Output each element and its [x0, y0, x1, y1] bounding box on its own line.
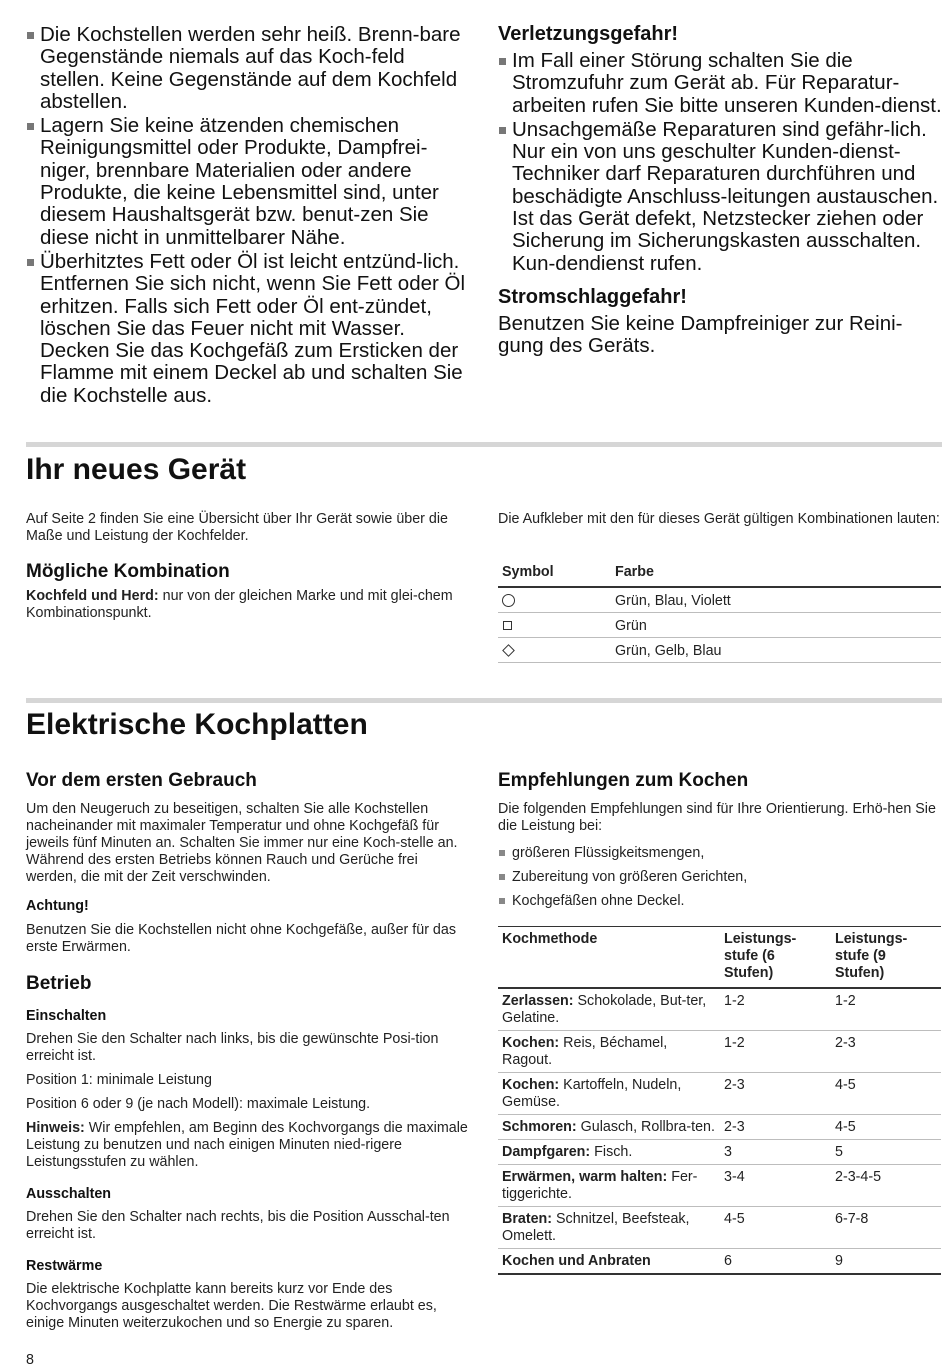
circle-symbol-icon	[502, 594, 515, 607]
combination-block	[26, 560, 472, 622]
warnings-right	[498, 22, 942, 358]
list-item: Im Fall einer Störung schalten Sie die Stromzufuhr zum Gerät ab. Für Reparatur-arbeiten rufen Sie bitte unseren Kunden-dienst.	[498, 50, 942, 117]
attention-text: Benutzen Sie die Kochstellen nicht ohne Kochgefäße, außer für das erste Erwärmen.	[26, 922, 456, 955]
bullet-square-icon	[499, 898, 505, 904]
table-row: Erwärmen, warm halten: Fer-tiggerichte. 3-4 2-3-4-5	[498, 1165, 941, 1207]
list-item: Zubereitung von größeren Gerichten,	[498, 869, 942, 886]
position-6-text: Position 6 oder 9 (je nach Modell): maximale Leistung.	[26, 1096, 371, 1112]
switch-on-text: Drehen Sie den Schalter nach links, bis die gewünschte Posi-tion erreicht ist.	[26, 1031, 439, 1064]
residual-heat-title: Restwärme	[26, 1258, 103, 1274]
list-item: Unsachgemäße Reparaturen sind gefähr-lich. Nur ein von uns geschulter Kunden-dienst-Techniker darf Reparaturen durchführen und beschädigte Anschluss-leitungen austauschen. Ist das Gerät defekt, Netzstecker ziehen oder Sicherung im Sicherungskasten ausschalten. Kun-dendienst rufen.	[498, 119, 942, 275]
recommendations-list	[498, 845, 942, 910]
intro-text: Auf Seite 2 finden Sie eine Übersicht über Ihr Gerät sowie über die Maße und Leistung der Kochfelder.	[26, 511, 448, 544]
col-header-six-levels: Leistungs-stufe (6 Stufen)	[720, 927, 831, 989]
bullet-square-icon	[499, 850, 505, 856]
list-item: Lagern Sie keine ätzenden chemischen Reinigungsmittel oder Produkte, Dampfrei-niger, brennbare Materialien oder andere Produkte, die keine Lebensmittel sind, unter diesem Haushaltsgerät bzw. benut-zen Sie diese nicht in unmittelbarer Nähe.	[26, 115, 472, 249]
table-row: Dampfgaren: Fisch. 3 5	[498, 1140, 941, 1165]
bullet-square-icon	[499, 874, 505, 880]
section-title-electric-plates: Elektrische Kochplatten	[26, 708, 368, 741]
list-item: Überhitztes Fett oder Öl ist leicht entzünd-lich. Entfernen Sie sich nicht, wenn Sie Fett oder Öl erhitzen. Falls sich Fett oder Öl ent-zündet, löschen Sie das Feuer nicht mit Wasser. Decken Sie das Kochgefäß zum Ersticken der Flamme mit einem Deckel ab und schalten Sie die Kochstelle aus.	[26, 251, 472, 407]
bullet-square-icon	[27, 32, 34, 39]
recommendations-title: Empfehlungen zum Kochen	[498, 770, 749, 791]
sticker-text: Die Aufkleber mit den für dieses Gerät gültigen Kombinationen lauten:	[498, 511, 940, 527]
shock-title: Stromschlaggefahr!	[498, 285, 687, 308]
warnings-left-list	[26, 24, 472, 409]
first-use-title: Vor dem ersten Gebrauch	[26, 770, 257, 791]
section-title-new-device: Ihr neues Gerät	[26, 453, 247, 486]
switch-off-text: Drehen Sie den Schalter nach rechts, bis die Position Ausschal-ten erreicht ist.	[26, 1209, 450, 1242]
diamond-symbol-icon	[502, 644, 515, 657]
operation-title: Betrieb	[26, 973, 92, 994]
table-row: Kochen: Reis, Béchamel, Ragout. 1-2 2-3	[498, 1031, 941, 1073]
list-item: größeren Flüssigkeitsmengen,	[498, 845, 942, 862]
col-header-method: Kochmethode	[498, 927, 720, 989]
table-row: Grün, Blau, Violett	[498, 587, 941, 613]
table-header-row	[498, 561, 941, 587]
residual-heat-text: Die elektrische Kochplatte kann bereits kurz vor Ende des Kochvorgangs ausgeschaltet werden. Die Restwärme erlaubt es, einige Minuten weiterzukochen und so Energie zu sparen.	[26, 1281, 437, 1331]
bullet-square-icon	[27, 123, 34, 130]
table-row: Schmoren: Gulasch, Rollbra-ten. 2-3 4-5	[498, 1115, 941, 1140]
list-item: Die Kochstellen werden sehr heiß. Brenn-bare Gegenstände niemals auf das Koch-feld stellen. Keine Gegenstände auf dem Kochfeld abstellen.	[26, 24, 472, 113]
injury-title: Verletzungsgefahr!	[498, 23, 679, 45]
col-header-symbol: Symbol	[498, 561, 611, 587]
table-row: Zerlassen: Schokolade, But-ter, Gelatine. 1-2 1-2	[498, 988, 941, 1031]
table-row: Grün	[498, 613, 941, 638]
table-row: Kochen: Kartoffeln, Nudeln, Gemüse. 2-3 4-5	[498, 1073, 941, 1115]
bullet-square-icon	[499, 58, 506, 65]
symbol-table	[498, 561, 941, 663]
list-item: Kochgefäßen ohne Deckel.	[498, 893, 942, 910]
left-column-content	[26, 769, 472, 1332]
switch-off-title: Ausschalten	[26, 1186, 112, 1202]
section-divider	[26, 442, 942, 447]
page-number: 8	[26, 1352, 34, 1368]
table-row: Grün, Gelb, Blau	[498, 638, 941, 663]
cooking-table	[498, 926, 941, 1275]
shock-text: Benutzen Sie keine Dampfreiniger zur Reini-gung des Geräts.	[498, 311, 903, 358]
table-header-row	[498, 927, 941, 989]
position-1-text: Position 1: minimale Leistung	[26, 1072, 212, 1088]
combination-text: Kochfeld und Herd: nur von der gleichen Marke und mit glei-chem Kombinationspunkt.	[26, 588, 453, 621]
bullet-square-icon	[499, 127, 506, 134]
switch-on-title: Einschalten	[26, 1008, 107, 1024]
hint-text: Hinweis: Wir empfehlen, am Beginn des Kochvorgangs die maximale Leistung zu benutzen und nach einigen Minuten nied-rigere Leistungsstufen zu wählen.	[26, 1120, 468, 1170]
combination-title: Mögliche Kombination	[26, 561, 230, 582]
injury-list	[498, 50, 942, 275]
col-header-nine-levels: Leistungs-stufe (9 Stufen)	[831, 927, 941, 989]
table-row: Kochen und Anbraten 6 9	[498, 1249, 941, 1275]
col-header-color: Farbe	[611, 561, 941, 587]
table-row: Braten: Schnitzel, Beefsteak, Omelett. 4-5 6-7-8	[498, 1207, 941, 1249]
bullet-square-icon	[27, 259, 34, 266]
first-use-text: Um den Neugeruch zu beseitigen, schalten Sie alle Kochstellen nacheinander mit maximaler Temperatur und ohne Kochgefäß für jeweils fünf Minuten an. Schalten Sie immer nur eine Koch-stelle an. Während des ersten Betriebs können Rauch und Gerüche frei werden, die mit der Zeit verschwinden.	[26, 801, 458, 885]
square-symbol-icon	[503, 621, 512, 630]
section-divider	[26, 698, 942, 703]
right-column-content	[498, 769, 942, 917]
recommendations-intro: Die folgenden Empfehlungen sind für Ihre Orientierung. Erhö-hen Sie die Leistung bei:	[498, 801, 936, 834]
attention-title: Achtung!	[26, 898, 89, 914]
